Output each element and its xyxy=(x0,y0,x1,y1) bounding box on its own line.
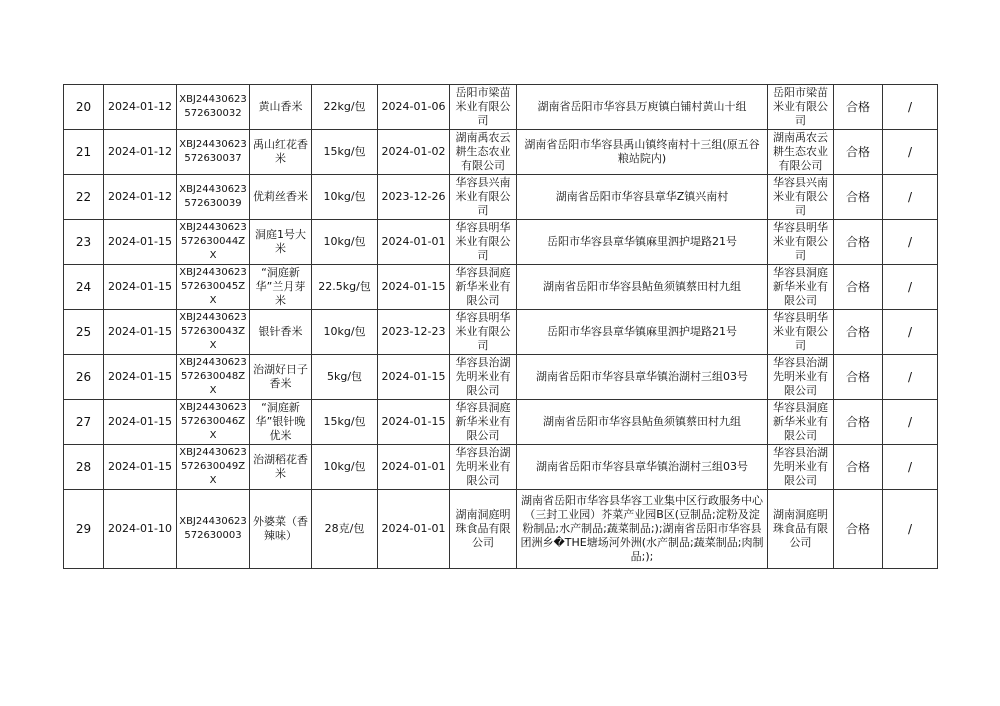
table-row xyxy=(64,310,938,355)
producer-address-cell: 湖南省岳阳市华容县万庾镇白铺村黄山十组 xyxy=(517,85,768,130)
producer-name-cell: 华容县治湖先明米业有限公司 xyxy=(450,445,517,490)
table-row xyxy=(64,490,938,569)
seller-name-cell: 湖南洞庭明珠食品有限公司 xyxy=(768,490,834,569)
product-name-cell: 黄山香米 xyxy=(250,85,312,130)
sample-code-cell: XBJ24430623572630032 xyxy=(177,85,250,130)
inspection-result-cell: 合格 xyxy=(834,445,883,490)
sampling-date-cell: 2024-01-15 xyxy=(104,220,177,265)
producer-address-cell: 湖南省岳阳市华容县章华Z镇兴南村 xyxy=(517,175,768,220)
producer-address-cell: 湖南省岳阳市华容县章华镇治湖村三组03号 xyxy=(517,355,768,400)
sampling-date-cell: 2024-01-12 xyxy=(104,85,177,130)
remark-cell: / xyxy=(883,355,938,400)
product-spec-cell: 22kg/包 xyxy=(312,85,378,130)
producer-address-cell: 岳阳市华容县章华镇麻里泗护堤路21号 xyxy=(517,220,768,265)
producer-name-cell: 湖南禹农云耕生态农业有限公司 xyxy=(450,130,517,175)
row-number-cell: 21 xyxy=(64,130,104,175)
production-date-cell: 2024-01-15 xyxy=(378,355,450,400)
sample-code-cell: XBJ24430623572630043ZX xyxy=(177,310,250,355)
production-date-cell: 2023-12-23 xyxy=(378,310,450,355)
table-row xyxy=(64,85,938,130)
product-spec-cell: 10kg/包 xyxy=(312,220,378,265)
production-date-cell: 2024-01-15 xyxy=(378,400,450,445)
producer-address-cell: 湖南省岳阳市华容县华容工业集中区行政服务中心（三封工业园）芥菜产业园B区(豆制品;淀粉及淀粉制品;水产制品;蔬菜制品;);湖南省岳阳市华容县团洲乡�THE塘场河外洲(水产制品;蔬菜制品;肉制品;); xyxy=(517,490,768,569)
sample-code-cell: XBJ24430623572630037 xyxy=(177,130,250,175)
product-name-cell: 禹山红花香米 xyxy=(250,130,312,175)
sampling-date-cell: 2024-01-15 xyxy=(104,265,177,310)
seller-name-cell: 华容县明华米业有限公司 xyxy=(768,310,834,355)
producer-address-cell: 湖南省岳阳市华容县鲇鱼须镇蔡田村九组 xyxy=(517,400,768,445)
table-row xyxy=(64,355,938,400)
row-number-cell: 29 xyxy=(64,490,104,569)
product-name-cell: 治湖好日子香米 xyxy=(250,355,312,400)
product-name-cell: 优莉丝香米 xyxy=(250,175,312,220)
row-number-cell: 23 xyxy=(64,220,104,265)
product-spec-cell: 15kg/包 xyxy=(312,400,378,445)
table-row xyxy=(64,220,938,265)
sampling-date-cell: 2024-01-12 xyxy=(104,130,177,175)
row-number-cell: 27 xyxy=(64,400,104,445)
seller-name-cell: 华容县明华米业有限公司 xyxy=(768,220,834,265)
inspection-result-cell: 合格 xyxy=(834,355,883,400)
production-date-cell: 2024-01-01 xyxy=(378,490,450,569)
remark-cell: / xyxy=(883,310,938,355)
producer-name-cell: 华容县治湖先明米业有限公司 xyxy=(450,355,517,400)
seller-name-cell: 华容县兴南米业有限公司 xyxy=(768,175,834,220)
producer-name-cell: 岳阳市梁苗米业有限公司 xyxy=(450,85,517,130)
row-number-cell: 20 xyxy=(64,85,104,130)
sampling-date-cell: 2024-01-12 xyxy=(104,175,177,220)
row-number-cell: 26 xyxy=(64,355,104,400)
sample-code-cell: XBJ24430623572630049ZX xyxy=(177,445,250,490)
remark-cell: / xyxy=(883,400,938,445)
product-spec-cell: 28克/包 xyxy=(312,490,378,569)
sample-code-cell: XBJ24430623572630003 xyxy=(177,490,250,569)
product-spec-cell: 22.5kg/包 xyxy=(312,265,378,310)
producer-address-cell: 湖南省岳阳市华容县章华镇治湖村三组03号 xyxy=(517,445,768,490)
remark-cell: / xyxy=(883,490,938,569)
remark-cell: / xyxy=(883,220,938,265)
product-name-cell: 洞庭1号大米 xyxy=(250,220,312,265)
row-number-cell: 22 xyxy=(64,175,104,220)
seller-name-cell: 华容县治湖先明米业有限公司 xyxy=(768,445,834,490)
inspection-result-cell: 合格 xyxy=(834,265,883,310)
remark-cell: / xyxy=(883,85,938,130)
product-name-cell: 外婆菜（香辣味） xyxy=(250,490,312,569)
inspection-result-cell: 合格 xyxy=(834,310,883,355)
inspection-result-cell: 合格 xyxy=(834,220,883,265)
product-name-cell: 银针香米 xyxy=(250,310,312,355)
inspection-results-table xyxy=(63,84,938,569)
sample-code-cell: XBJ24430623572630045ZX xyxy=(177,265,250,310)
sampling-date-cell: 2024-01-15 xyxy=(104,310,177,355)
sampling-date-cell: 2024-01-15 xyxy=(104,445,177,490)
seller-name-cell: 华容县治湖先明米业有限公司 xyxy=(768,355,834,400)
producer-address-cell: 湖南省岳阳市华容县鲇鱼须镇蔡田村九组 xyxy=(517,265,768,310)
table-row xyxy=(64,265,938,310)
sample-code-cell: XBJ24430623572630039 xyxy=(177,175,250,220)
product-name-cell: 治湖稻花香米 xyxy=(250,445,312,490)
producer-name-cell: 华容县兴南米业有限公司 xyxy=(450,175,517,220)
table-row xyxy=(64,175,938,220)
table-body xyxy=(64,85,938,569)
remark-cell: / xyxy=(883,265,938,310)
sampling-date-cell: 2024-01-15 xyxy=(104,355,177,400)
product-spec-cell: 15kg/包 xyxy=(312,130,378,175)
seller-name-cell: 湖南禹农云耕生态农业有限公司 xyxy=(768,130,834,175)
producer-name-cell: 华容县明华米业有限公司 xyxy=(450,310,517,355)
sample-code-cell: XBJ24430623572630046ZX xyxy=(177,400,250,445)
product-name-cell: “洞庭新华”兰月芽米 xyxy=(250,265,312,310)
table-row xyxy=(64,400,938,445)
inspection-result-cell: 合格 xyxy=(834,85,883,130)
inspection-result-cell: 合格 xyxy=(834,490,883,569)
table-row xyxy=(64,445,938,490)
row-number-cell: 24 xyxy=(64,265,104,310)
producer-name-cell: 华容县洞庭新华米业有限公司 xyxy=(450,400,517,445)
product-spec-cell: 10kg/包 xyxy=(312,175,378,220)
seller-name-cell: 华容县洞庭新华米业有限公司 xyxy=(768,400,834,445)
sampling-date-cell: 2024-01-10 xyxy=(104,490,177,569)
sample-code-cell: XBJ24430623572630044ZX xyxy=(177,220,250,265)
producer-address-cell: 岳阳市华容县章华镇麻里泗护堤路21号 xyxy=(517,310,768,355)
producer-name-cell: 湖南洞庭明珠食品有限公司 xyxy=(450,490,517,569)
inspection-result-cell: 合格 xyxy=(834,400,883,445)
producer-name-cell: 华容县明华米业有限公司 xyxy=(450,220,517,265)
product-spec-cell: 10kg/包 xyxy=(312,445,378,490)
table-row xyxy=(64,130,938,175)
producer-name-cell: 华容县洞庭新华米业有限公司 xyxy=(450,265,517,310)
sampling-date-cell: 2024-01-15 xyxy=(104,400,177,445)
production-date-cell: 2024-01-01 xyxy=(378,445,450,490)
seller-name-cell: 岳阳市梁苗米业有限公司 xyxy=(768,85,834,130)
sample-code-cell: XBJ24430623572630048ZX xyxy=(177,355,250,400)
producer-address-cell: 湖南省岳阳市华容县禹山镇终南村十三组(原五谷粮站院内) xyxy=(517,130,768,175)
inspection-result-cell: 合格 xyxy=(834,130,883,175)
production-date-cell: 2024-01-06 xyxy=(378,85,450,130)
inspection-result-cell: 合格 xyxy=(834,175,883,220)
product-spec-cell: 10kg/包 xyxy=(312,310,378,355)
remark-cell: / xyxy=(883,445,938,490)
remark-cell: / xyxy=(883,175,938,220)
production-date-cell: 2024-01-15 xyxy=(378,265,450,310)
production-date-cell: 2024-01-01 xyxy=(378,220,450,265)
row-number-cell: 28 xyxy=(64,445,104,490)
production-date-cell: 2023-12-26 xyxy=(378,175,450,220)
production-date-cell: 2024-01-02 xyxy=(378,130,450,175)
seller-name-cell: 华容县洞庭新华米业有限公司 xyxy=(768,265,834,310)
product-spec-cell: 5kg/包 xyxy=(312,355,378,400)
product-name-cell: “洞庭新华”银针晚优米 xyxy=(250,400,312,445)
row-number-cell: 25 xyxy=(64,310,104,355)
remark-cell: / xyxy=(883,130,938,175)
